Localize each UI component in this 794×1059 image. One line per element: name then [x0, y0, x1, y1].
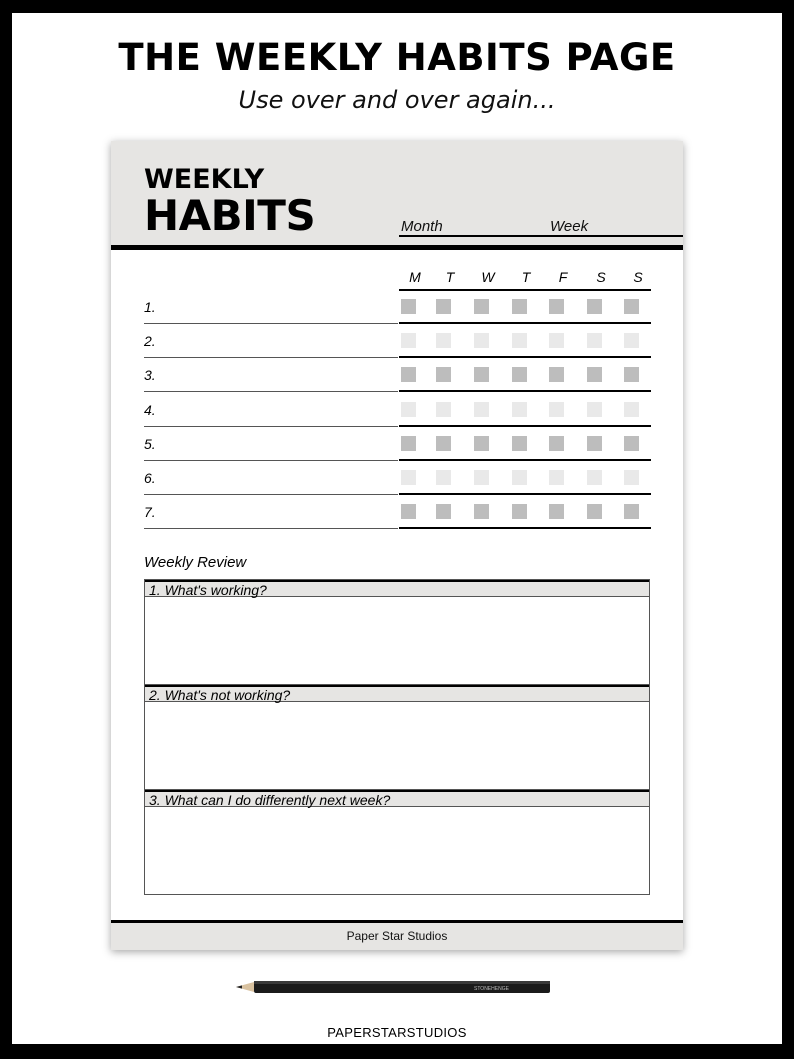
- habit-checkbox[interactable]: [549, 299, 564, 314]
- checkbox-row-underline: [399, 390, 651, 392]
- month-label: Month: [401, 218, 443, 235]
- habit-checkbox[interactable]: [436, 470, 451, 485]
- weekly-review-title: Weekly Review: [144, 554, 247, 571]
- habit-checkbox[interactable]: [474, 402, 489, 417]
- habit-checkbox[interactable]: [512, 402, 527, 417]
- habit-number: 3.: [144, 367, 156, 384]
- habit-checkbox[interactable]: [401, 333, 416, 348]
- habit-checkbox[interactable]: [624, 436, 639, 451]
- habit-write-line[interactable]: [144, 460, 398, 461]
- checkbox-row-underline: [399, 425, 651, 427]
- habit-checkbox[interactable]: [624, 504, 639, 519]
- habit-checkbox[interactable]: [401, 436, 416, 451]
- day-label: M: [409, 269, 421, 285]
- habit-sheet: [111, 141, 683, 950]
- week-label: Week: [550, 218, 589, 235]
- habit-write-line[interactable]: [144, 528, 398, 529]
- habit-checkbox[interactable]: [512, 367, 527, 382]
- habit-checkbox[interactable]: [587, 504, 602, 519]
- habit-checkbox[interactable]: [436, 367, 451, 382]
- habit-write-line[interactable]: [144, 323, 398, 324]
- habit-checkbox[interactable]: [549, 470, 564, 485]
- pencil-imprint: STONEHENGE: [474, 986, 509, 992]
- brand-label: PAPERSTARSTUDIOS: [327, 1025, 467, 1040]
- review-question: 3. What can I do differently next week?: [145, 790, 649, 807]
- checkbox-row-underline: [399, 322, 651, 324]
- habit-checkbox[interactable]: [587, 367, 602, 382]
- sheet-title-habits: HABITS: [144, 191, 316, 240]
- habit-checkbox[interactable]: [401, 470, 416, 485]
- day-label: F: [558, 269, 568, 285]
- habit-write-line[interactable]: [144, 426, 398, 427]
- habit-checkbox[interactable]: [624, 367, 639, 382]
- sheet-title-weekly: WEEKLY: [144, 164, 265, 195]
- checkbox-row-underline: [399, 527, 651, 529]
- habit-checkbox[interactable]: [624, 299, 639, 314]
- day-label: S: [633, 269, 643, 285]
- habit-checkbox[interactable]: [587, 402, 602, 417]
- habit-checkbox[interactable]: [474, 436, 489, 451]
- habit-checkbox[interactable]: [549, 504, 564, 519]
- habit-checkbox[interactable]: [587, 333, 602, 348]
- checkbox-row-underline: [399, 459, 651, 461]
- day-label: T: [521, 269, 531, 285]
- habit-checkbox[interactable]: [549, 367, 564, 382]
- habit-number: 1.: [144, 299, 156, 315]
- habit-checkbox[interactable]: [549, 402, 564, 417]
- habit-checkbox[interactable]: [549, 333, 564, 348]
- habit-write-line[interactable]: [144, 494, 398, 495]
- review-box-differently[interactable]: [144, 789, 650, 895]
- habit-number: 7.: [144, 504, 156, 521]
- checkbox-row-underline: [399, 356, 651, 358]
- page-tagline: Use over and over again...: [238, 86, 556, 114]
- habit-checkbox[interactable]: [474, 367, 489, 382]
- sheet-footer: Paper Star Studios: [111, 923, 683, 950]
- habit-checkbox[interactable]: [436, 504, 451, 519]
- month-week-line: [399, 235, 683, 237]
- habit-checkbox[interactable]: [512, 333, 527, 348]
- habit-checkbox[interactable]: [436, 402, 451, 417]
- review-box-working[interactable]: [144, 579, 650, 685]
- checkbox-row-underline: [399, 493, 651, 495]
- habit-checkbox[interactable]: [512, 470, 527, 485]
- habit-write-line[interactable]: [144, 357, 398, 358]
- page-headline: THE WEEKLY HABITS PAGE: [118, 36, 676, 79]
- habit-checkbox[interactable]: [436, 333, 451, 348]
- day-label: W: [481, 269, 495, 285]
- habit-checkbox[interactable]: [624, 470, 639, 485]
- habit-number: 4.: [144, 401, 156, 418]
- habit-checkbox[interactable]: [474, 299, 489, 314]
- review-question: 2. What's not working?: [145, 685, 649, 702]
- habit-checkbox[interactable]: [624, 333, 639, 348]
- header-divider: [111, 245, 683, 250]
- review-question: 1. What's working?: [145, 580, 649, 597]
- habit-checkbox[interactable]: [474, 470, 489, 485]
- day-label: T: [445, 269, 455, 285]
- habit-checkbox[interactable]: [401, 504, 416, 519]
- pencil-icon: [236, 979, 554, 995]
- habit-checkbox[interactable]: [512, 299, 527, 314]
- habit-checkbox[interactable]: [587, 470, 602, 485]
- habit-checkbox[interactable]: [587, 299, 602, 314]
- habit-number: 2.: [144, 333, 156, 350]
- habit-number: 6.: [144, 470, 156, 486]
- day-label: S: [596, 269, 606, 285]
- review-box-not-working[interactable]: [144, 684, 650, 790]
- habit-checkbox[interactable]: [512, 436, 527, 451]
- habit-checkbox[interactable]: [401, 402, 416, 417]
- habit-checkbox[interactable]: [624, 402, 639, 417]
- habit-checkbox[interactable]: [401, 367, 416, 382]
- habit-checkbox[interactable]: [436, 299, 451, 314]
- day-header-underline: [399, 289, 651, 291]
- habit-number: 5.: [144, 435, 156, 452]
- habit-checkbox[interactable]: [401, 299, 416, 314]
- habit-checkbox[interactable]: [436, 436, 451, 451]
- habit-checkbox[interactable]: [587, 436, 602, 451]
- habit-checkbox[interactable]: [474, 504, 489, 519]
- habit-checkbox[interactable]: [512, 504, 527, 519]
- habit-write-line[interactable]: [144, 391, 398, 392]
- habit-checkbox[interactable]: [549, 436, 564, 451]
- habit-checkbox[interactable]: [474, 333, 489, 348]
